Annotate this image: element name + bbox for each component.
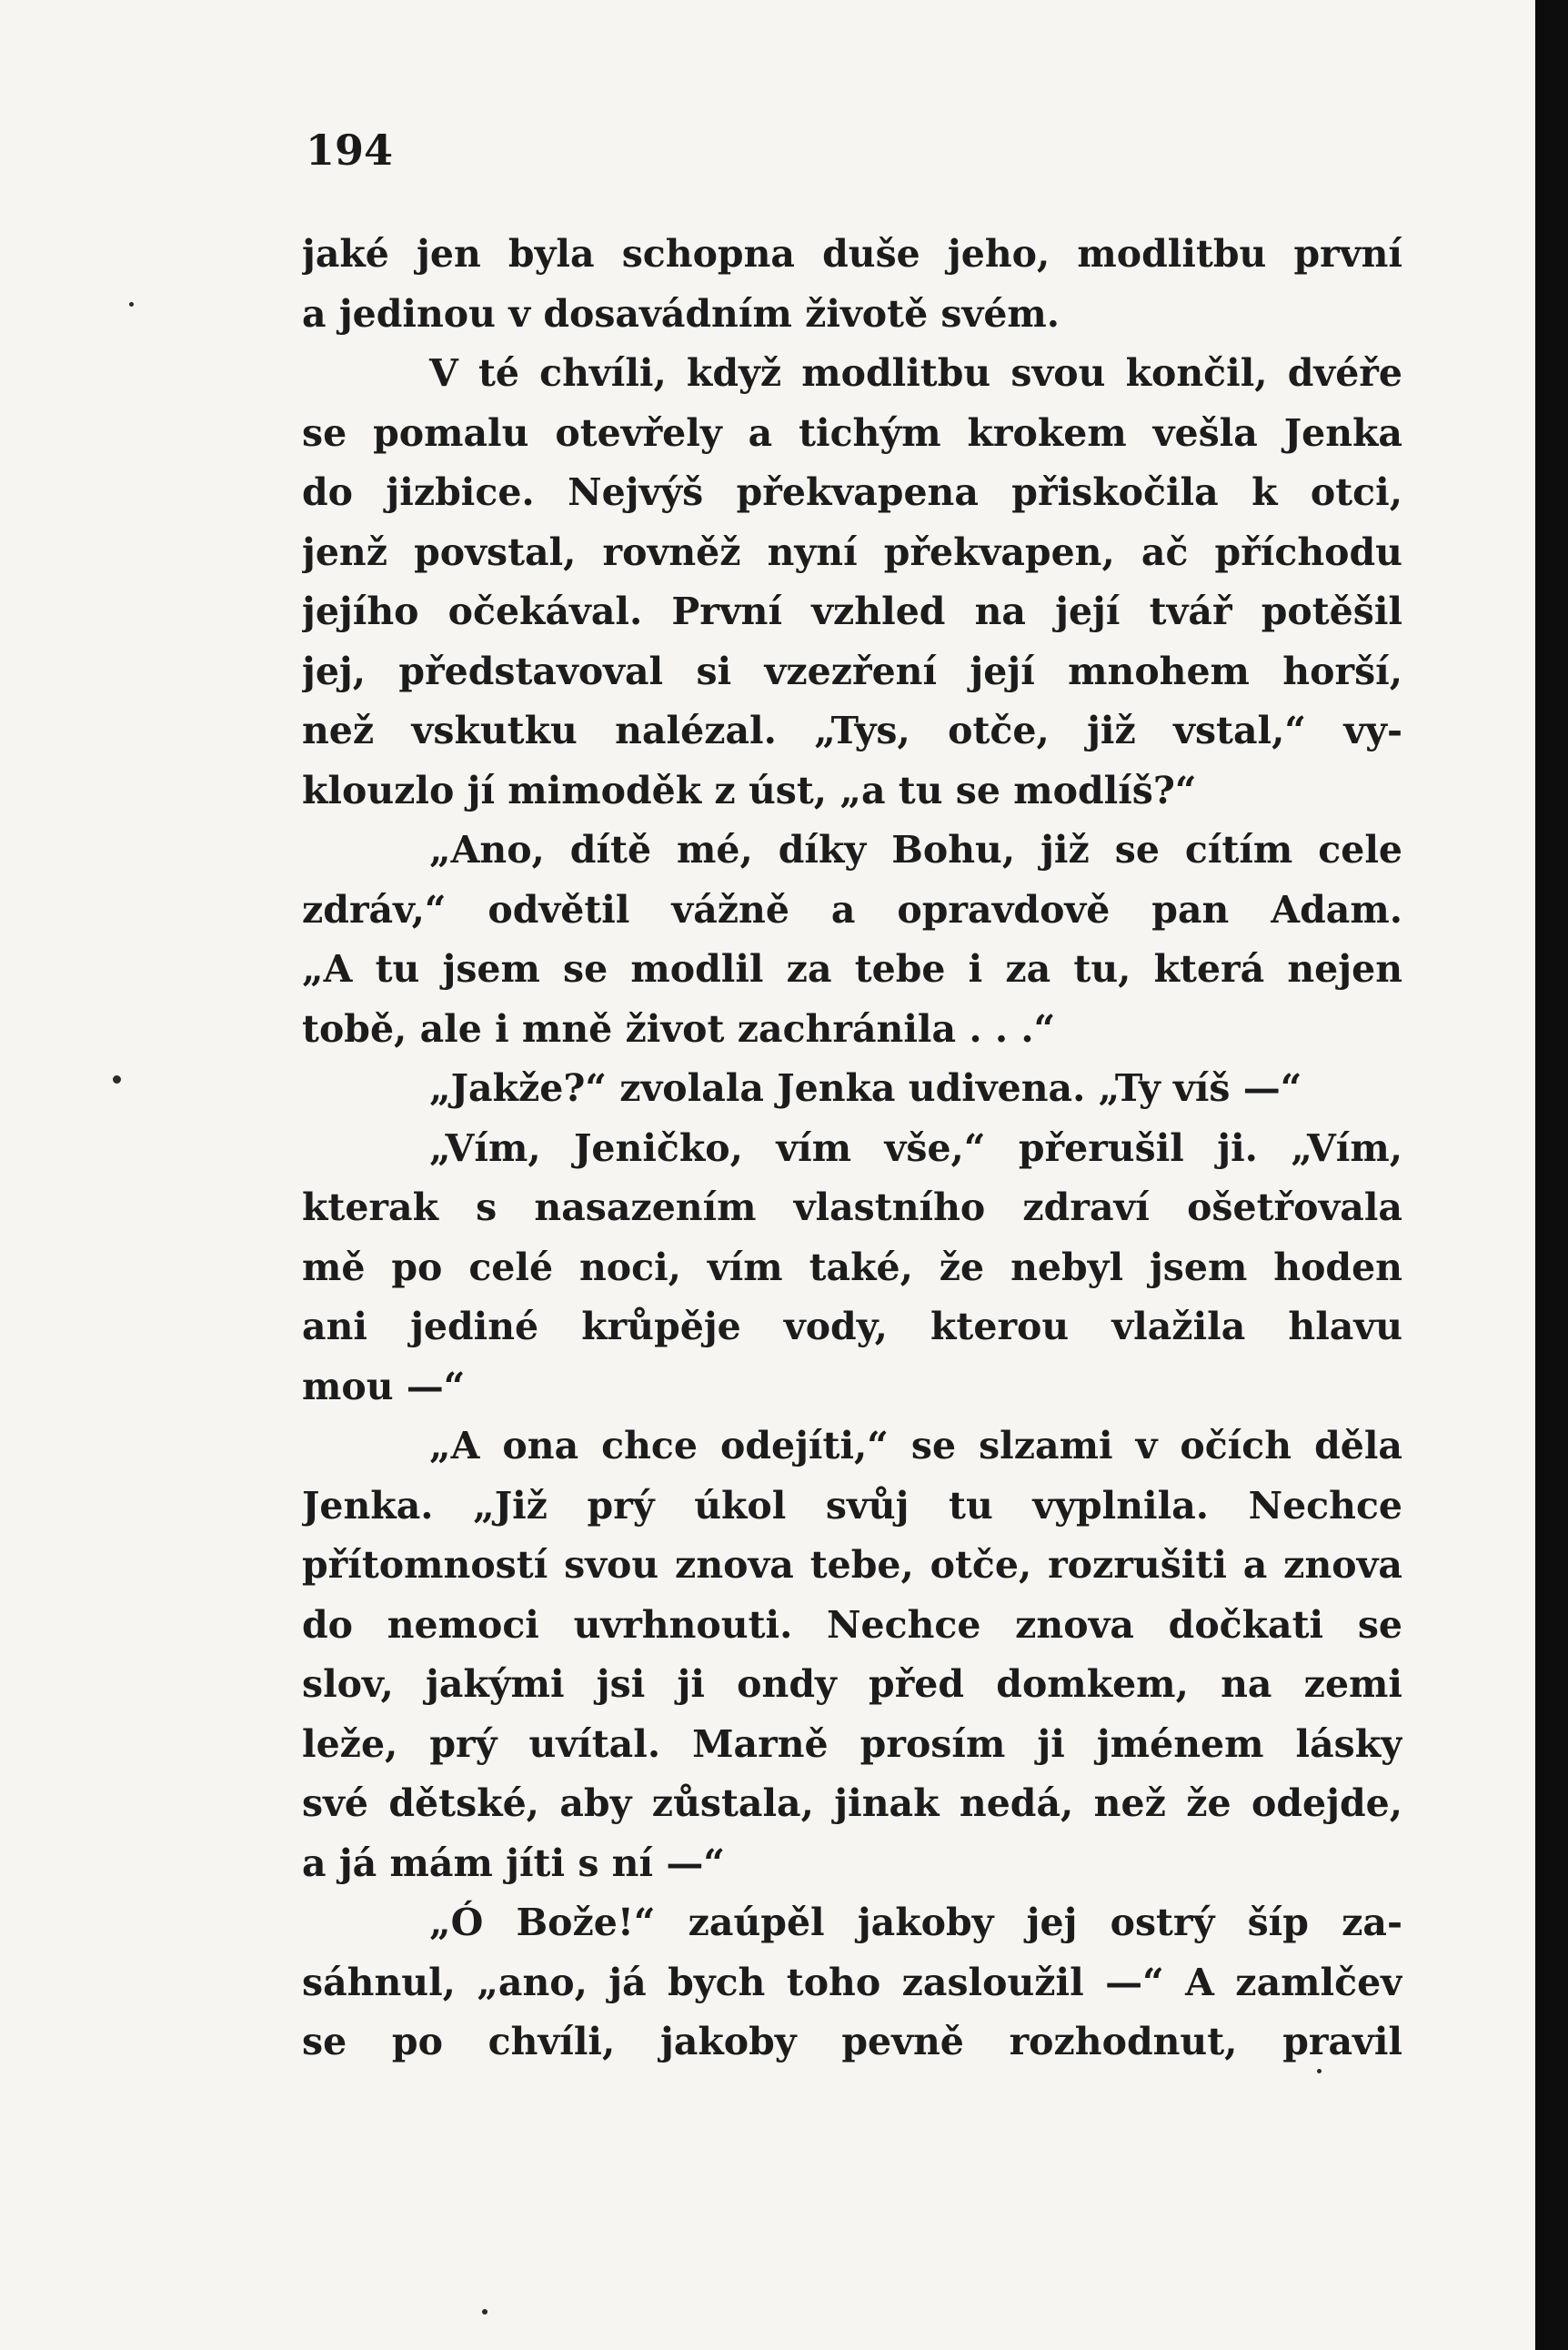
text-line: do jizbice. Nejvýš překvapena přiskočila k otci, bbox=[302, 470, 1402, 514]
text-line: kterak s nasazením vlastního zdraví ošetřovala bbox=[302, 1185, 1402, 1229]
text-line: „Ano, dítě mé, díky Bohu, již se cítím cele bbox=[429, 828, 1402, 872]
text-line: a já mám jíti s ní —“ bbox=[302, 1841, 725, 1885]
paper-speck bbox=[482, 2309, 487, 2315]
text-line: mě po celé noci, vím také, že nebyl jsem hoden bbox=[302, 1245, 1402, 1289]
text-line: slov, jakými jsi ji ondy před domkem, na zemi bbox=[302, 1662, 1402, 1706]
text-line: „Ó Bože!“ zaúpěl jakoby jej ostrý šíp za- bbox=[429, 1901, 1402, 1944]
paper-speck bbox=[113, 1075, 121, 1084]
text-line: leže, prý uvítal. Marně prosím ji jménem lásky bbox=[302, 1721, 1402, 1766]
page-number: 194 bbox=[306, 126, 394, 175]
text-line: klouzlo jí mimoděk z úst, „a tu se modlíš?“ bbox=[302, 768, 1197, 812]
text-line: než vskutku nalézal. „Tys, otče, již vstal,“ vy- bbox=[302, 709, 1402, 752]
text-line: své dětské, aby zůstala, jinak nedá, než že odejde, bbox=[302, 1781, 1402, 1825]
text-line: Jenka. „Již prý úkol svůj tu vyplnila. Nechce bbox=[302, 1483, 1402, 1528]
text-line: jej, představoval si vzezření její mnohem horší, bbox=[302, 649, 1402, 693]
paper-speck bbox=[129, 302, 134, 307]
text-line: do nemoci uvrhnouti. Nechce znova dočkati se bbox=[302, 1602, 1402, 1647]
text-line: mou —“ bbox=[302, 1364, 466, 1408]
text-line: jaké jen byla schopna duše jeho, modlitbu první bbox=[302, 232, 1402, 276]
text-line: „Vím, Jeničko, vím vše,“ přerušil ji. „Vím, bbox=[429, 1125, 1402, 1170]
text-line: a jedinou v dosavádním životě svém. bbox=[302, 291, 1060, 336]
text-line: sáhnul, „ano, já bych toho zasloužil —“ A zamlčev bbox=[302, 1960, 1402, 2004]
text-line: se po chvíli, jakoby pevně rozhodnut, pravil bbox=[302, 2020, 1402, 2063]
body-text bbox=[302, 225, 1402, 2073]
scan-edge bbox=[1535, 0, 1568, 2350]
text-line: přítomností svou znova tebe, otče, rozrušiti a znova bbox=[302, 1543, 1402, 1587]
text-line: jenž povstal, rovněž nyní překvapen, ač příchodu bbox=[302, 530, 1402, 574]
text-line: jejího očekával. První vzhled na její tvář potěšil bbox=[302, 590, 1402, 633]
text-line: ani jediné krůpěje vody, kterou vlažila hlavu bbox=[302, 1305, 1402, 1348]
text-line: „Jakže?“ zvolala Jenka udivena. „Ty víš —“ bbox=[429, 1066, 1302, 1110]
text-line: V té chvíli, když modlitbu svou končil, dvéře bbox=[429, 351, 1402, 395]
text-line: „A tu jsem se modlil za tebe i za tu, která nejen bbox=[302, 947, 1402, 991]
text-line: se pomalu otevřely a tichým krokem vešla Jenka bbox=[302, 410, 1402, 455]
text-line: zdráv,“ odvětil vážně a opravdově pan Adam. bbox=[302, 887, 1402, 932]
text-line: tobě, ale i mně život zachránila . . .“ bbox=[302, 1006, 1056, 1051]
paper-speck bbox=[1317, 2069, 1322, 2073]
text-line: „A ona chce odejíti,“ se slzami v očích děla bbox=[429, 1424, 1402, 1467]
